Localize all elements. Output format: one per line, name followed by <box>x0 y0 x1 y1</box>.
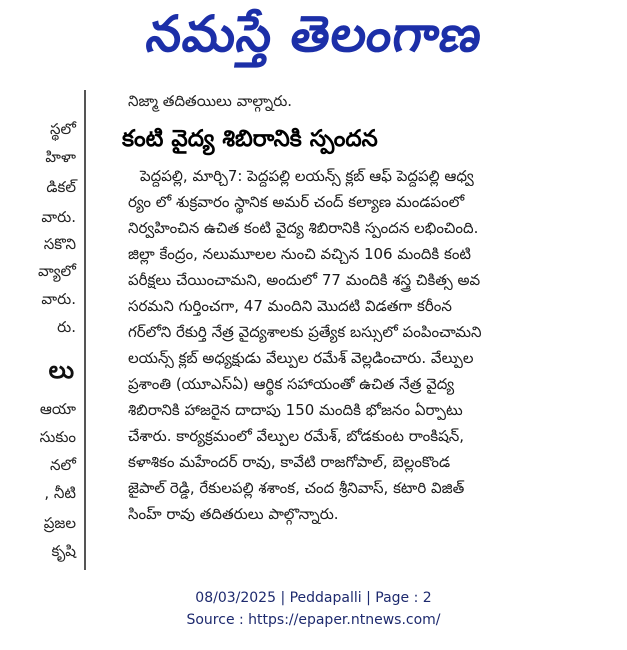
newspaper-clipping <box>0 90 627 575</box>
article-body-line: సరమని గుర్తించగా, 47 మందిని మొదటి విడతగా కరీంన <box>128 297 452 315</box>
left-text-fragment: డికల్ <box>46 178 76 196</box>
article-body-line: ప్రశాంతి (యూఎస్‌ఏ) ఆర్థిక సహాయంతో ఉచిత నేత్ర వైద్య <box>128 375 455 393</box>
article-body-line: పెద్దపల్లి, మార్చి7: పెద్దపల్లి లయన్స్ క్లబ్ ఆఫ్ పెద్దపల్లి ఆధ్వ <box>140 167 474 185</box>
left-column-fragment <box>0 90 82 575</box>
left-text-fragment: సుకుం <box>39 428 76 446</box>
footer-source: Source : https://epaper.ntnews.com/ <box>186 612 441 628</box>
article-body-line: నిర్వహించిన ఉచిత కంటి వైద్య శిబిరానికి స్పందన లభించింది. <box>128 219 479 237</box>
column-divider <box>84 90 86 570</box>
article-body-line: గర్‌లోని రేకుర్తి నేత్ర వైద్యశాలకు ప్రత్యేక బస్సులో పంపించామని <box>128 323 482 341</box>
article-body-line: పరీక్షలు చేయించామని, అందులో 77 మందికి శస్త్ర చికిత్స అవ <box>128 271 481 289</box>
left-text-fragment: నలో <box>50 456 76 474</box>
left-text-fragment: వారు. <box>41 290 76 308</box>
article <box>100 90 615 575</box>
article-body-line: చేశారు. కార్యక్రమంలో వేల్పుల రమేశ్, బోడకుంట రాంకిషన్, <box>128 427 465 445</box>
article-body-line: సింహ్ రావు తదితరులు పాల్గొన్నారు. <box>128 505 339 523</box>
article-body-line: ర్యం లో శుక్రవారం స్థానిక అమర్ చంద్ కల్యాణ మండపంలో <box>128 193 465 211</box>
left-text-fragment: , నీటి <box>44 484 76 502</box>
article-body-line: కళాశికం మహేందర్ రావు, కావేటి రాజగోపాల్, బెల్లంకొండ <box>128 453 451 471</box>
article-body-line: జైపాల్ రెడ్డి, రేకులపల్లి శశాంక, చంద శ్రీనివాస్, కటారి విజిత్ <box>128 479 465 497</box>
left-text-fragment: ఆయా <box>39 400 76 418</box>
left-heading-fragment: లు <box>48 356 74 384</box>
left-text-fragment: రు. <box>57 318 76 336</box>
article-body-line: లయన్స్ క్లబ్ అధ్యక్షుడు వేల్పుల రమేశ్ వెల్లడించారు. వేల్పుల <box>128 349 474 367</box>
left-text-fragment: హిళా <box>45 148 76 166</box>
previous-article-tail: నిజ్మా తదితయిలు వాల్గ్నారు. <box>128 92 293 110</box>
left-text-fragment: వ్యాలో <box>37 262 76 280</box>
article-body-line: శిబిరానికి హాజరైన దాదాపు 150 మందికి భోజనం ఏర్పాటు <box>128 401 463 419</box>
footer-date-page: 08/03/2025 | Peddapalli | Page : 2 <box>195 590 432 606</box>
article-body-line: జిల్లా కేంద్రం, నలుమూలల నుంచి వచ్చిన 106 మందికి కంటి <box>128 245 472 263</box>
left-text-fragment: వారు. <box>41 208 76 226</box>
left-text-fragment: సకొని <box>43 235 76 253</box>
masthead <box>0 0 627 80</box>
left-text-fragment: స్థలో <box>50 120 76 138</box>
article-headline: కంటి వైద్య శిబిరానికి స్పందన <box>122 126 378 152</box>
left-text-fragment: ప్రజల <box>43 514 76 532</box>
newspaper-logo: నమస్తే తెలంగాణ <box>142 4 487 63</box>
left-text-fragment: కృషి <box>51 542 76 560</box>
